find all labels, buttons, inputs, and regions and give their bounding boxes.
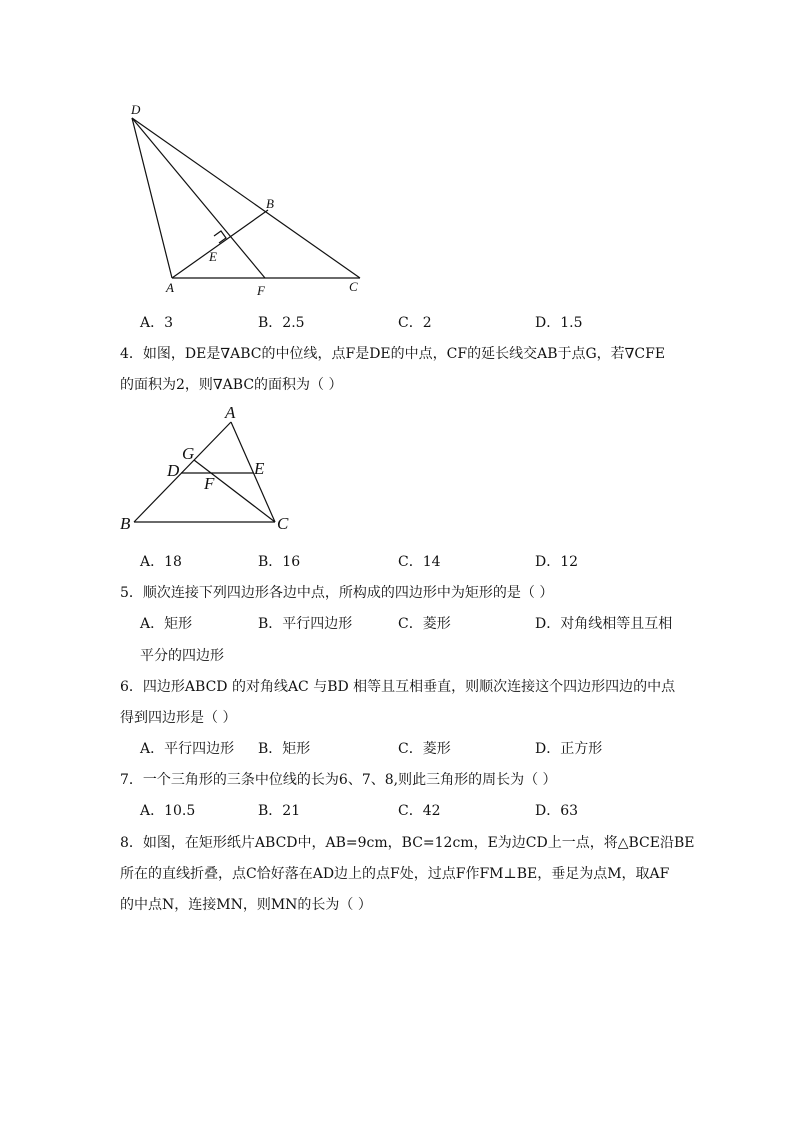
figure1-label-D: D — [131, 102, 141, 117]
figure1-label-B: B — [266, 196, 274, 211]
q7-option-c[interactable]: C．42 — [398, 803, 441, 819]
q8-stem-line2: 所在的直线折叠，点C恰好落在AD边上的点F处，过点F作FM⊥BE，垂足为点M，取AF — [120, 866, 670, 882]
q7-stem: 7．一个三角形的三条中位线的长为6、7、8,则此三角形的周长为（ ） — [120, 772, 557, 788]
q6-option-c[interactable]: C．菱形 — [398, 741, 451, 757]
figure1-label-C: C — [349, 279, 358, 294]
q4-option-c[interactable]: C．14 — [398, 554, 441, 570]
figure-1-diagram — [120, 100, 380, 300]
figure-4-diagram — [120, 400, 300, 535]
q3-option-c[interactable]: C．2 — [398, 315, 432, 331]
figure1-label-F: F — [257, 283, 265, 298]
figure1-label-E: E — [209, 249, 217, 264]
q6-option-b[interactable]: B．矩形 — [258, 741, 311, 757]
q4-stem-line2: 的面积为2，则∇ABC的面积为（ ） — [120, 377, 343, 393]
figure4-label-A: A — [225, 403, 236, 422]
q5-option-d-continued: 平分的四边形 — [140, 648, 224, 664]
figure4-label-F: F — [204, 474, 215, 493]
q8-stem-line3: 的中点N，连接MN，则MN的长为（ ） — [120, 897, 372, 913]
q7-option-d[interactable]: D．63 — [535, 803, 579, 819]
q6-option-d[interactable]: D．正方形 — [535, 741, 603, 757]
q6-stem-line1: 6．四边形ABCD 的对角线AC 与BD 相等且互相垂直，则顺次连接这个四边形四边的中点 — [120, 679, 676, 695]
q5-option-c[interactable]: C．菱形 — [398, 616, 451, 632]
figure4-label-E: E — [254, 459, 265, 478]
q4-option-a[interactable]: A．18 — [140, 554, 182, 570]
q7-option-b[interactable]: B．21 — [258, 803, 301, 819]
q5-option-d[interactable]: D．对角线相等且互相 — [535, 616, 673, 632]
q5-option-b[interactable]: B．平行四边形 — [258, 616, 353, 632]
q6-stem-line2: 得到四边形是（ ） — [120, 710, 237, 726]
q7-option-a[interactable]: A．10.5 — [140, 803, 196, 819]
figure4-label-C: C — [277, 514, 289, 533]
figure4-label-D: D — [167, 461, 180, 480]
q4-option-d[interactable]: D．12 — [535, 554, 579, 570]
q5-stem: 5．顺次连接下列四边形各边中点，所构成的四边形中为矩形的是（ ） — [120, 585, 554, 601]
figure1-label-A: A — [166, 280, 174, 295]
figure4-label-G: G — [182, 444, 195, 463]
q3-option-a[interactable]: A．3 — [140, 315, 174, 331]
figure4-label-B: B — [120, 514, 131, 533]
q8-stem-line1: 8．如图，在矩形纸片ABCD中，AB=9cm，BC=12cm，E为边CD上一点，将△BCE沿BE — [120, 835, 695, 851]
q4-stem-line1: 4．如图，DE是∇ABC的中位线，点F是DE的中点，CF的延长线交AB于点G，若∇CFE — [120, 346, 666, 362]
q5-option-a[interactable]: A．矩形 — [140, 616, 193, 632]
q3-option-b[interactable]: B．2.5 — [258, 315, 305, 331]
q3-option-d[interactable]: D．1.5 — [535, 315, 583, 331]
q4-option-b[interactable]: B．16 — [258, 554, 301, 570]
q6-option-a[interactable]: A．平行四边形 — [140, 741, 235, 757]
